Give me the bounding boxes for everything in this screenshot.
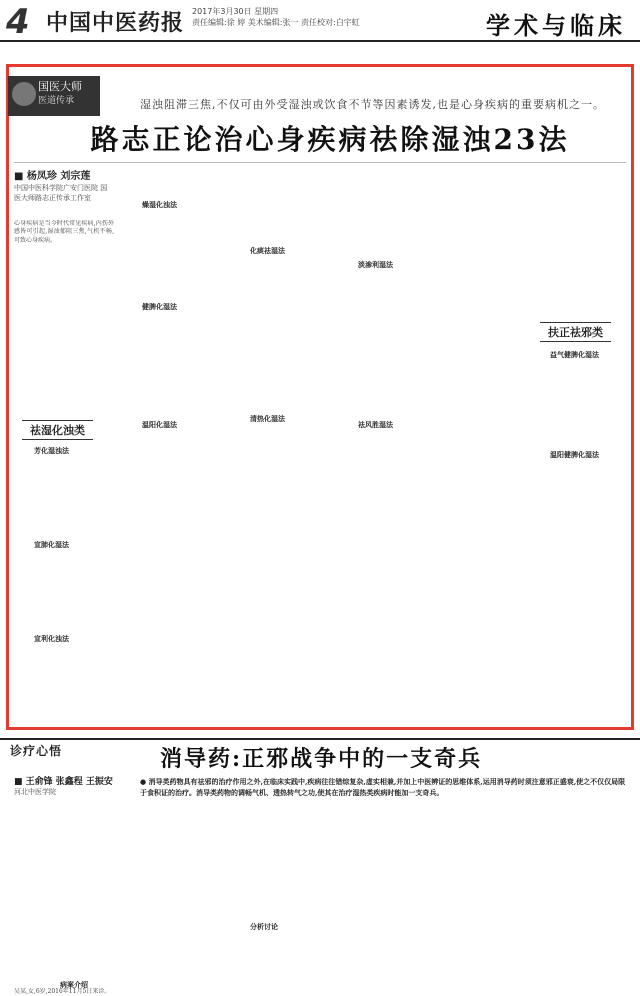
secondary-byline bbox=[14, 774, 113, 797]
newspaper-logo: 中国中医药报 bbox=[46, 10, 185, 36]
article-headline: 路志正论治心身疾病祛除湿浊23法 bbox=[90, 123, 570, 156]
subhead: 化痰祛湿法 bbox=[250, 246, 285, 255]
subhead: 芳化湿浊法 bbox=[34, 446, 69, 455]
subhead: 清热化湿法 bbox=[250, 414, 285, 423]
subhead: 温阳化湿法 bbox=[142, 420, 177, 429]
masthead-meta bbox=[192, 6, 360, 28]
subhead: 温阳健脾化湿法 bbox=[550, 450, 599, 459]
subhead: 益气健脾化湿法 bbox=[550, 350, 599, 359]
tag-dampness: 祛湿化浊类 bbox=[22, 420, 93, 440]
portrait-icon bbox=[12, 82, 36, 106]
divider bbox=[14, 162, 626, 163]
article-deck: 湿浊阻滞三焦,不仅可由外受湿浊或饮食不节等因素诱发,也是心身疾病的重要病机之一。 bbox=[140, 98, 605, 111]
page-number: 4 bbox=[6, 2, 30, 42]
subhead: 分析讨论 bbox=[250, 922, 278, 931]
secondary-deck: ● 消导类药物具有祛邪的治疗作用之外,在临床实践中,疾病往往错综复杂,虚实相兼,并加上中医辨证的思维体系,运用消导药时须注意邪正盛衰,使之不仅仅局限于食积证的治疗。消导类药物的调畅气机、透热转气之功,使其在治疗湿热类疾病时能加一支奇兵。 bbox=[140, 777, 626, 797]
editors: 责任编辑:徐 婷 美术编辑:张一 责任校对:白宇虹 bbox=[192, 18, 360, 27]
issue-date: 2017年3月30日 星期四 bbox=[192, 7, 279, 16]
section-title: 学术与临床 bbox=[486, 11, 626, 40]
secondary-affiliation: 河北中医学院 bbox=[14, 788, 56, 796]
column-tag: 诊疗心悟 bbox=[10, 744, 63, 758]
text-column-4 bbox=[338, 168, 438, 723]
subhead: 祛风胜湿法 bbox=[358, 420, 393, 429]
brand-subtitle: 医道传承 bbox=[38, 96, 75, 106]
body-text: 心身疾病是当今时代常见疾病,内伤外感皆可引起,湿浊郁阻三焦,气机不畅,可致心身疾病。 bbox=[14, 220, 114, 244]
brand-title: 国医大师 bbox=[38, 80, 82, 93]
secondary-authors: ■ 王俞锋 张鑫程 王振安 bbox=[14, 777, 113, 787]
subhead: 淡渗利湿法 bbox=[358, 260, 393, 269]
masthead bbox=[0, 0, 640, 42]
subhead: 宣利化浊法 bbox=[34, 634, 69, 643]
subhead: 宣肺化湿法 bbox=[34, 540, 69, 549]
authors: ■ 杨凤珍 刘宗莲 bbox=[14, 171, 91, 182]
tag-support: 扶正祛邪类 bbox=[540, 322, 611, 342]
column-brand bbox=[8, 76, 100, 116]
text-column-2 bbox=[122, 168, 222, 723]
case-intro: 吴某,女,6岁,2016年11月5日来诊。 bbox=[14, 988, 111, 995]
subhead: 燥湿化浊法 bbox=[142, 200, 177, 209]
subhead: 病案介绍 bbox=[60, 980, 88, 989]
secondary-headline: 消导药:正邪战争中的一支奇兵 bbox=[160, 746, 483, 772]
byline bbox=[14, 170, 114, 203]
text-column-6 bbox=[532, 168, 626, 723]
affiliation: 中国中医科学院广安门医院 国医大师路志正传承工作室 bbox=[14, 184, 108, 202]
text-column-1 bbox=[14, 220, 114, 720]
text-column-5 bbox=[446, 168, 526, 723]
subhead: 健脾化湿法 bbox=[142, 302, 177, 311]
